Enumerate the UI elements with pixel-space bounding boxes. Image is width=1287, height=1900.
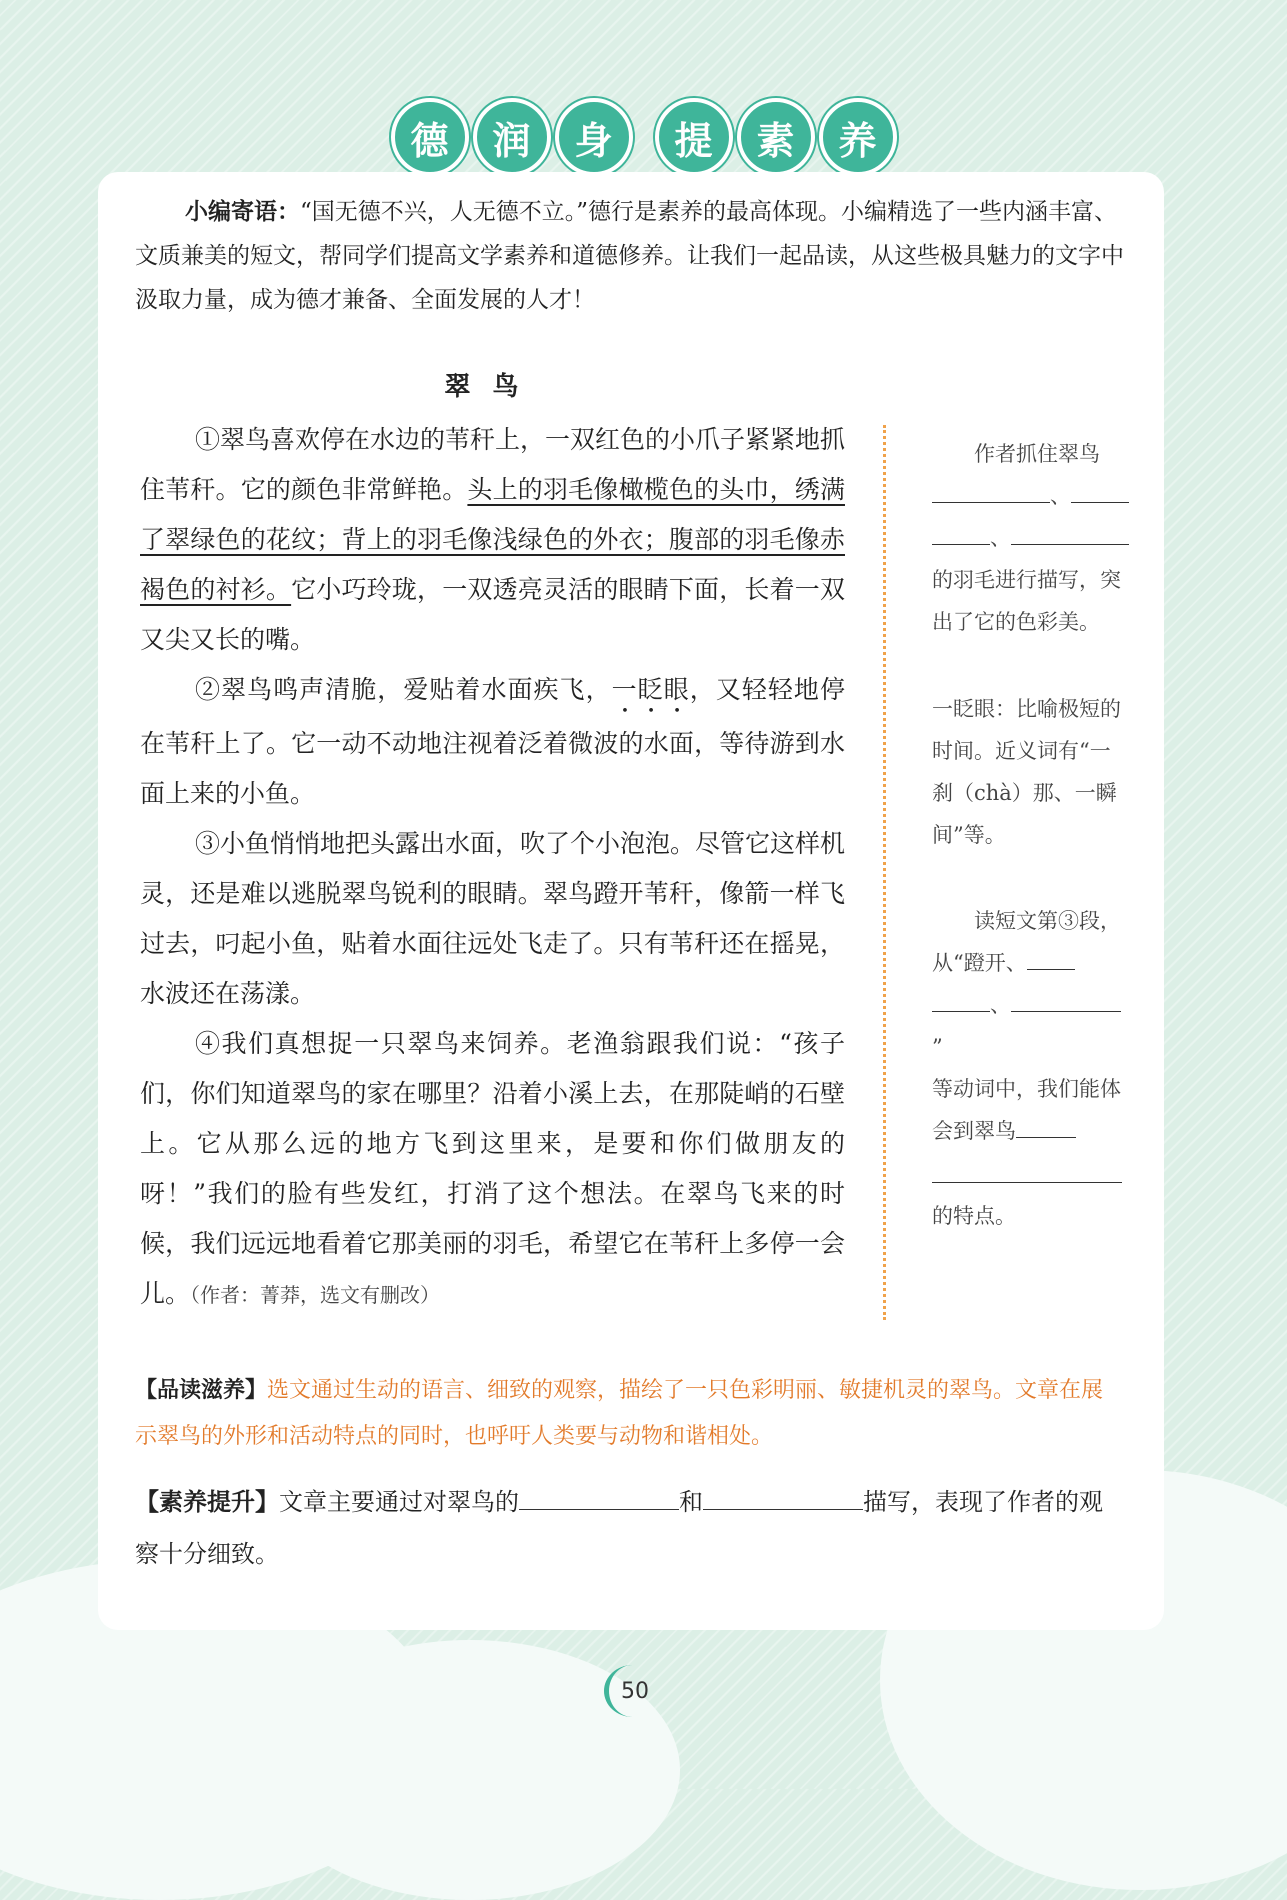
improvement-text: 文章主要通过对翠鸟的 [279,1488,519,1516]
paragraph-3 [140,819,845,1019]
side-note-blanks-row [932,984,1130,1068]
page-number: 50 [604,1665,661,1717]
side-note-text: 读短文第③段，从“蹬开、 [932,909,1121,975]
title-group-1 [391,98,633,178]
side-note-1 [932,433,1130,643]
answer-blank[interactable] [932,1152,1122,1183]
appreciation-section [135,1368,1125,1460]
paragraph-text: ，又轻轻地停在苇秆上了。它一动不动地注视着泛着微波的水面，等待游到水面上来的小鱼。 [140,675,845,808]
title-char: 提 [655,98,733,176]
side-note-blanks-row-2 [932,517,1130,559]
side-note-2 [932,688,1130,856]
answer-blank[interactable] [703,1485,863,1510]
title-char: 养 [819,98,897,176]
answer-blank[interactable] [519,1485,679,1510]
side-note-text [932,900,1130,984]
paragraph-text: ①翠鸟喜欢停在水边的苇秆上，一双红色的小爪子紧紧地抓住苇秆。它的颜色非常鲜艳。 [140,425,846,504]
side-note-text [932,1068,1130,1152]
side-note-3 [932,900,1130,1237]
separator: 、 [990,526,1011,550]
answer-blank[interactable] [932,478,1050,503]
improvement-text: 描写，表现了作者的观察十分细致。 [135,1488,1103,1568]
side-note-text: 的羽毛进行描写，突出了它的色彩美。 [932,568,1121,634]
side-note-text: 的特点。 [932,1204,1016,1228]
paragraph-text: ②翠鸟鸣声清脆，爱贴着水面疾飞， [195,675,612,704]
improvement-text: 和 [679,1488,703,1516]
editor-note [135,190,1125,322]
paragraph-text: 它小巧玲珑，一双透亮灵活的眼睛下面，长着一双又尖又长的嘴。 [140,575,845,654]
side-note-text: 一眨眼：比喻极短的时间。近义词有“一刹（chà）那、一瞬间”等。 [932,697,1121,847]
answer-blank[interactable] [1071,478,1129,503]
editor-note-label: 小编寄语： [185,199,300,225]
answer-blank[interactable] [932,987,990,1012]
title-char: 德 [391,98,469,176]
paragraph-text: ④我们真想捉一只翠鸟来饲养。老渔翁跟我们说：“孩子们，你们知道翠鸟的家在哪里？沿着小溪上去，在那陡峭的石壁上。它从那么远的地方飞到这里来，是要和你们做朋友的呀！”我们的脸有些发红，打消了这个想法。在翠鸟飞来的时候，我们远远地看着它那美丽的羽毛，希望它在苇秆上多停一会儿。 [140,1029,845,1308]
paragraph-4 [140,1019,845,1320]
side-note-text: 等动词中，我们能体会到翠鸟 [932,1077,1121,1143]
answer-blank[interactable] [1016,1113,1076,1138]
answer-blank[interactable] [1027,945,1075,970]
editor-note-text: “国无德不兴，人无德不立。”德行是素养的最高体现。小编精选了一些内涵丰富、文质兼美的短文，帮同学们提高文学素养和道德修养。让我们一起品读，从这些极具魅力的文字中汲取力量，成为德才兼备、全面发展的人才！ [135,199,1124,313]
title-char: 润 [473,98,551,176]
article-body [140,415,845,1320]
closing-quote: ” [932,1035,943,1059]
dotted-divider [883,425,886,1320]
title-group-2 [655,98,897,178]
appreciation-text: 选文通过生动的语言、细致的观察，描绘了一只色彩明丽、敏捷机灵的翠鸟。文章在展示翠鸟的外形和活动特点的同时，也呼吁人类要与动物和谐相处。 [135,1378,1104,1449]
separator: 、 [990,993,1011,1017]
title-char: 素 [737,98,815,176]
improvement-label: 【素养提升】 [135,1488,279,1516]
paragraph-text: ③小鱼悄悄地把头露出水面，吹了个小泡泡。尽管它这样机灵，还是难以逃脱翠鸟锐利的眼睛。翠鸟蹬开苇秆，像箭一样飞过去，叼起小鱼，贴着水面往远处飞走了。只有苇秆还在摇晃，水波还在荡漾。 [140,829,846,1008]
paragraph-2 [140,665,845,819]
appreciation-label: 【品读滋养】 [135,1378,268,1403]
article-title: 翠鸟 [444,372,541,402]
paragraph-1 [140,415,845,665]
article-source: （作者：菁莽，选文有删改） [190,1283,441,1307]
answer-blank[interactable] [932,520,990,545]
answer-blank[interactable] [1011,987,1121,1012]
side-note-blanks-row-1 [932,475,1130,517]
answer-blank[interactable] [1011,520,1129,545]
section-title [0,98,1287,178]
improvement-exercise [135,1476,1125,1580]
separator: 、 [1050,484,1071,508]
underlined-sentence: 头上的羽毛像橄榄色的头巾，绣满了翠绿色的花纹；背上的羽毛像浅绿色的外衣；腹部的羽毛像赤褐色的衬衫。 [140,475,845,604]
title-char: 身 [555,98,633,176]
side-note-text: 作者抓住翠鸟 [974,442,1100,466]
dotted-term: 一眨眼 [611,675,690,704]
